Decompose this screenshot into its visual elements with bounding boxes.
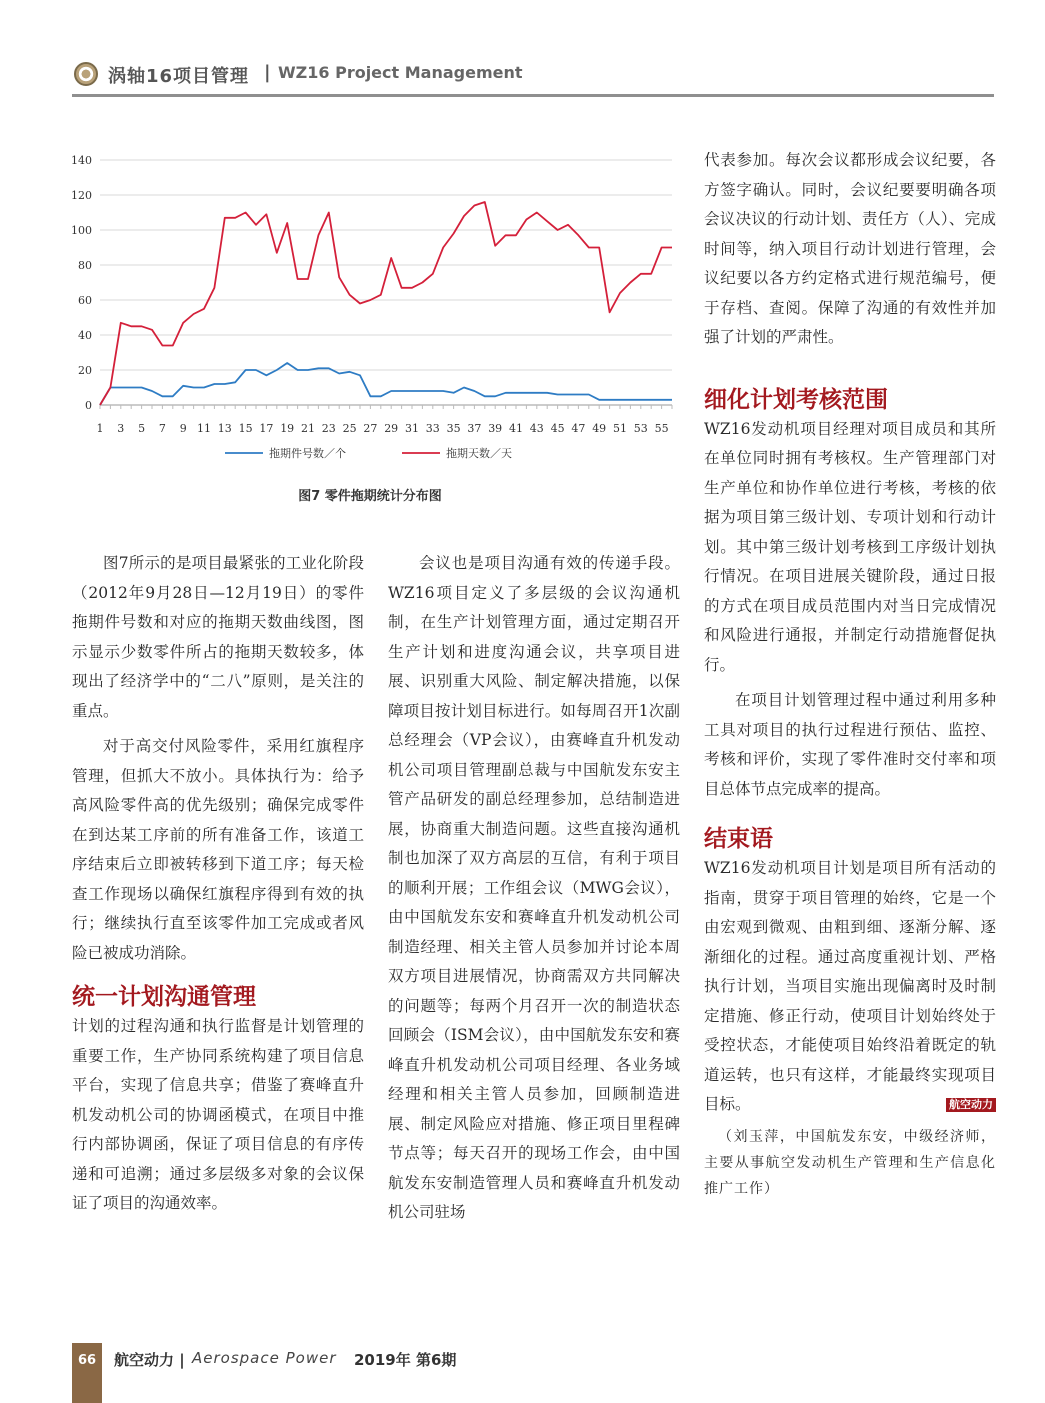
x-tick-label: 39 [488,422,503,435]
col2-paragraph-1: 会议也是项目沟通有效的传递手段。WZ16项目定义了多层级的会议沟通机制，在生产计划管理方面，通过定期召开生产计划和进度沟通会议，共享项目进展、识别重大风险、制定解决措施，以保障项目按计划目标进行。如每周召开1次副总经理会（VP会议），由赛峰直升机发动机公司项目管理副总裁与中国航发东安主管产品研发的副总经理参加，总结制造进展，协商重大制造问题。这些直接沟通机制也加深了双方高层的互信，有利于项目的顺利开展；工作组会议（MWG会议），由中国航发东安和赛峰直升机发动机公司制造经理、相关主管人员参加并讨论本周双方项目进展情况，协商需双方共同解决的问题等；每两个月召开一次的制造状态回顾会（ISM会议），由中国航发东安和赛峰直升机发动机公司项目经理、各业务域经理和相关主管人员参加，回顾制造进展、制定风险应对措施、修正项目里程碑节点等；每天召开的现场工作会，由中国航发东安制造管理人员和赛峰直升机发动机公司驻场 [388,554,680,1221]
section-heading-conclusion: 结束语 [704,826,773,852]
col3-paragraph-3: 在项目计划管理过程中通过利用多种工具对项目的执行过程进行预估、监控、考核和评价，实现了零件准时交付率和项目总体节点完成率的提高。 [704,691,996,798]
x-tick-label: 37 [467,422,482,435]
y-tick-label: 80 [78,259,92,272]
y-tick-label: 140 [71,154,92,167]
y-tick-label: 0 [85,399,92,412]
x-tick-label: 23 [321,422,336,435]
x-tick-label: 33 [425,422,440,435]
journal-logo-icon [74,62,98,86]
delay-chart [60,150,680,470]
x-tick-label: 13 [217,422,232,435]
footer-journal-en: Aerospace Power [192,1349,337,1367]
col3-paragraph-2: WZ16发动机项目经理对项目成员和其所在单位同时拥有考核权。生产管理部门对生产单位和协作单位进行考核，考核的依据为项目第三级计划、专项计划和行动计划。其中第三级计划考核到工序级计划执行情况。在项目进展关键阶段，通过日报的方式在项目成员范围内对当日完成情况和风险进行通报，并制定行动措施督促执行。 [704,419,996,674]
x-tick-label: 53 [633,422,648,435]
x-tick-label: 21 [301,422,315,435]
legend-label-0: 拖期件号数／个 [269,447,346,460]
x-tick-label: 1 [96,422,104,435]
x-tick-label: 41 [509,422,523,435]
y-tick-label: 40 [78,329,92,342]
section-heading-assessment: 细化计划考核范围 [704,386,888,413]
x-tick-label: 47 [571,422,586,435]
x-tick-label: 43 [529,422,544,435]
x-tick-label: 15 [238,422,253,435]
page-footer [72,1343,994,1403]
legend-label-1: 拖期天数／天 [446,447,512,460]
y-tick-label: 120 [71,189,92,202]
x-tick-label: 5 [138,422,146,435]
x-tick-label: 25 [342,422,357,435]
x-tick-label: 55 [654,422,669,435]
x-tick-label: 27 [363,422,378,435]
col1-paragraph-2: 对于高交付风险零件，采用红旗程序管理，但抓大不放小。具体执行为：给予高风险零件高的优先级别；确保完成零件在到达某工序前的所有准备工作，该道工序结束后立即被转移到下道工序；每天检查工作现场以确保红旗程序得到有效的执行；继续执行直至该零件加工完成或者风险已被成功消除。 [72,737,364,962]
page-number: 66 [72,1343,102,1403]
x-tick-label: 31 [405,422,419,435]
x-tick-label: 3 [117,422,125,435]
y-tick-label: 60 [78,294,92,307]
author-bio: （刘玉萍，中国航发东安，中级经济师，主要从事航空发动机生产管理和生产信息化推广工作） [704,1128,996,1197]
x-tick-label: 19 [280,422,295,435]
x-tick-label: 49 [592,422,607,435]
col1-paragraph-3: 计划的过程沟通和执行监督是计划管理的重要工作，生产协同系统构建了项目信息平台，实现了信息共享；借鉴了赛峰直升机发动机公司的协调函模式，在项目中推行内部协调函，保证了项目信息的有序传递和可追溯；通过多层级多对象的会议保证了项目的沟通效率。 [72,1017,364,1212]
x-tick-label: 9 [179,422,187,435]
x-tick-label: 17 [259,422,274,435]
page-header [72,60,994,100]
footer-journal-cn: 航空动力 | [114,1351,185,1369]
section-heading-communication: 统一计划沟通管理 [72,984,256,1010]
y-tick-label: 100 [71,224,92,237]
header-separator: | [264,62,271,83]
x-tick-label: 45 [550,422,565,435]
conclusion-text: WZ16发动机项目计划是项目所有活动的指南，贯穿于项目管理的始终，它是一个由宏观到微观、由粗到细、逐渐分解、逐渐细化的过程。通过高度重视计划、严格执行计划，当项目实施出现偏离时及时制定措施、修正行动，使项目计划始终处于受控状态，才能使项目始终沿着既定的轨道运转，也只有这样，才能最终实现项目目标。 [704,859,996,1113]
y-tick-label: 20 [78,364,92,377]
header-title-en: WZ16 Project Management [278,63,523,82]
delay-chart-svg [60,150,680,470]
column-1 [72,549,364,1219]
col3-paragraph-1: 代表参加。每次会议都形成会议纪要，各方签字确认。同时，会议纪要要明确各项会议决议的行动计划、责任方（人）、完成时间等，纳入项目行动计划进行管理，会议纪要以各方约定格式进行规范编号，便于存档、查阅。保障了沟通的有效性并加强了计划的严肃性。 [704,151,996,346]
col3-paragraph-4 [704,854,996,1120]
x-tick-label: 51 [613,422,627,435]
column-3 [704,146,996,1202]
x-tick-label: 29 [384,422,399,435]
journal-badge: 航空动力 [946,1098,996,1112]
x-tick-label: 11 [197,422,211,435]
series-line-0 [100,363,672,405]
col1-paragraph-1: 图7所示的是项目最紧张的工业化阶段（2012年9月28日—12月19日）的零件拖期件号数和对应的拖期天数曲线图，图示显示少数零件所占的拖期天数较多，体现出了经济学中的“二八”原则，是关注的重点。 [72,554,364,720]
column-2 [388,549,680,1228]
series-line-1 [100,202,672,405]
figure-caption: 图7 零件拖期统计分布图 [298,489,442,504]
header-rule [72,94,994,97]
x-tick-label: 7 [158,422,166,435]
x-tick-label: 35 [446,422,461,435]
footer-issue: 2019年 第6期 [354,1351,457,1369]
header-title-cn: 涡轴16项目管理 [108,66,250,87]
